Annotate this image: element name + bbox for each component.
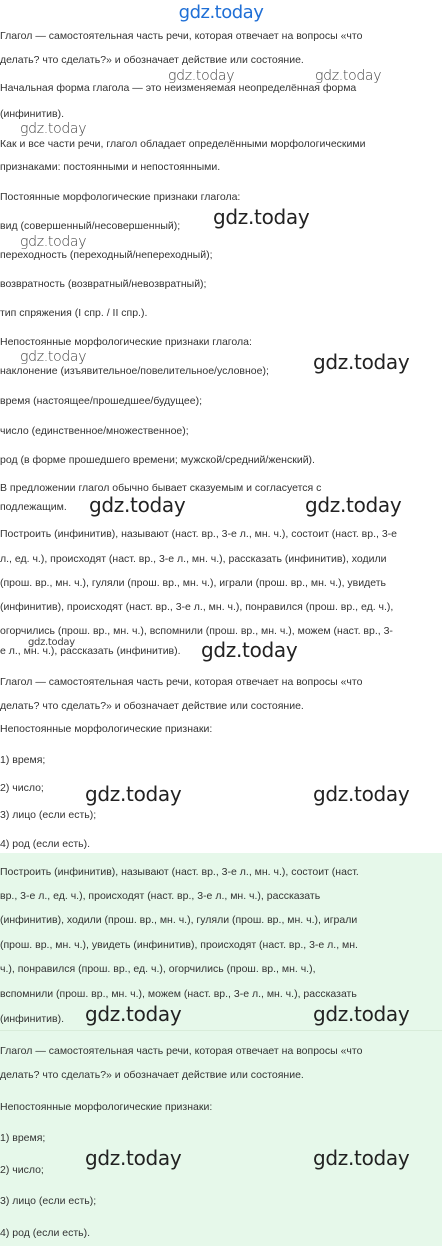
text-line: Глагол — самостоятельная часть речи, которая отвечает на вопросы «что	[0, 1045, 363, 1057]
text-line: (инфинитив).	[0, 108, 64, 120]
text-line: (инфинитив), происходят (наст. вр., 3-е л., мн. ч.), понравился (прош. вр., ед. ч.),	[0, 601, 394, 613]
text-line: подлежащим.	[0, 501, 67, 513]
text-line: Непостоянные морфологические признаки глагола:	[0, 336, 252, 348]
text-line: делать? что сделать?» и обозначает действие или состояние.	[0, 1069, 304, 1081]
text-line: 3) лицо (если есть);	[0, 1195, 97, 1207]
text-line: 2) число;	[0, 782, 44, 794]
text-line: вспомнили (прош. вр., мн. ч.), можем (наст. вр., 3-е л., мн. ч.), рассказать	[0, 988, 357, 1000]
text-line: Постоянные морфологические признаки глагола:	[0, 191, 241, 203]
text-line: наклонение (изъявительное/повелительное/условное);	[0, 365, 269, 377]
text-line: огорчились (прош. вр., мн. ч.), вспомнили (прош. вр., мн. ч.), можем (наст. вр., 3-	[0, 625, 393, 637]
watermark: gdz.today	[313, 782, 410, 806]
watermark: gdz.today	[85, 1002, 182, 1026]
text-line: число (единственное/множественное);	[0, 425, 189, 437]
watermark: gdz.today	[213, 205, 310, 229]
text-line: время (настоящее/прошедшее/будущее);	[0, 395, 203, 407]
watermark: gdz.today	[85, 1146, 182, 1170]
watermark: gdz.today	[20, 349, 87, 365]
site-header	[0, 0, 442, 26]
watermark: gdz.today	[28, 637, 75, 648]
text-line: л., ед. ч.), происходят (наст. вр., 3-е л., мн. ч.), рассказать (инфинитив), ходили	[0, 553, 387, 565]
text-line: Глагол — самостоятельная часть речи, которая отвечает на вопросы «что	[0, 676, 363, 688]
text-line: Непостоянные морфологические признаки:	[0, 723, 213, 735]
text-line: делать? что сделать?» и обозначает действие или состояние.	[0, 54, 304, 66]
watermark: gdz.today	[85, 782, 182, 806]
text-line: Глагол — самостоятельная часть речи, которая отвечает на вопросы «что	[0, 30, 363, 42]
text-line: 4) род (если есть).	[0, 838, 91, 850]
watermark: gdz.today	[313, 1002, 410, 1026]
text-line: 1) время;	[0, 754, 46, 766]
text-line: 2) число;	[0, 1164, 44, 1176]
text-line: род (в форме прошедшего времени; мужской/средний/женский).	[0, 454, 315, 466]
text-line: (инфинитив), ходили (прош. вр., мн. ч.), гуляли (прош. вр., мн. ч.), играли	[0, 914, 358, 926]
text-line: 4) род (если есть).	[0, 1227, 91, 1239]
watermark: gdz.today	[305, 493, 402, 517]
text-line: возвратность (возвратный/невозвратный);	[0, 278, 207, 290]
watermark: gdz.today	[313, 1146, 410, 1170]
watermark: gdz.today	[20, 234, 87, 250]
watermark: gdz.today	[20, 121, 87, 137]
text-line: делать? что сделать?» и обозначает действие или состояние.	[0, 700, 304, 712]
text-line: В предложении глагол обычно бывает сказуемым и согласуется с	[0, 482, 322, 494]
text-line: вр., 3-е л., ед. ч.), происходят (наст. вр., 3-е л., мн. ч.), рассказать	[0, 890, 321, 902]
text-line: е л., мн. ч.), рассказать (инфинитив).	[0, 645, 181, 657]
text-line: (инфинитив).	[0, 1013, 64, 1025]
text-line: (прош. вр., мн. ч.), гуляли (прош. вр., мн. ч.), играли (прош. вр., мн. ч.), увидеть	[0, 577, 387, 589]
divider	[0, 1030, 442, 1031]
text-line: Начальная форма глагола — это неизменяемая неопределённая форма	[0, 82, 357, 94]
watermark: gdz.today	[89, 493, 186, 517]
text-line: признаками: постоянными и непостоянными.	[0, 161, 221, 173]
text-line: 1) время;	[0, 1132, 46, 1144]
watermark: gdz.today	[315, 68, 382, 84]
text-line: Построить (инфинитив), называют (наст. вр., 3-е л., мн. ч.), состоит (наст. вр., 3-е	[0, 528, 398, 540]
watermark: gdz.today	[168, 68, 235, 84]
text-line: Как и все части речи, глагол обладает определёнными морфологическими	[0, 138, 366, 150]
text-line: переходность (переходный/непереходный);	[0, 249, 213, 261]
text-line: Построить (инфинитив), называют (наст. вр., 3-е л., мн. ч.), состоит (наст.	[0, 866, 359, 878]
text-line: 3) лицо (если есть);	[0, 809, 97, 821]
text-line: вид (совершенный/несовершенный);	[0, 220, 181, 232]
watermark: gdz.today	[201, 638, 298, 662]
text-line: (прош. вр., мн. ч.), увидеть (инфинитив), происходят (наст. вр., 3-е л., мн.	[0, 939, 358, 951]
site-logo[interactable]: gdz.today	[178, 2, 264, 23]
watermark: gdz.today	[313, 350, 410, 374]
text-line: Непостоянные морфологические признаки:	[0, 1101, 213, 1113]
text-line: ч.), понравился (прош. вр., ед. ч.), огорчились (прош. вр., мн. ч.),	[0, 963, 316, 975]
text-line: тип спряжения (I спр. / II спр.).	[0, 307, 148, 319]
